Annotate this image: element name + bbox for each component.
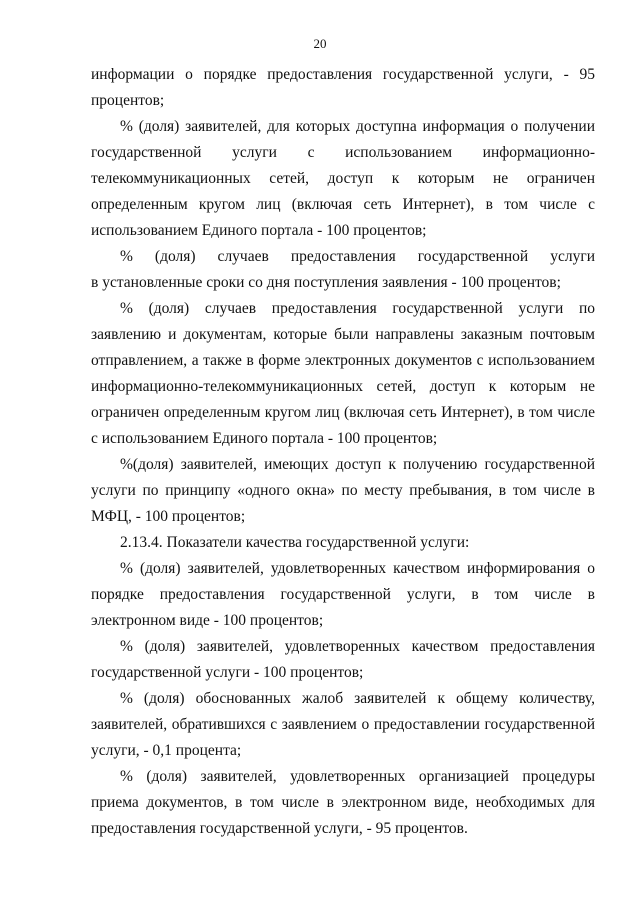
document-body bbox=[91, 62, 595, 842]
paragraph-applicants-info-access: % (доля) заявителей, для которых доступна информация о получении государственной услуги с использованием информационно-телекоммуникационных сетей, доступ к которым не ограничен определенным кругом лиц (включая сеть Интернет), в том числе с использованием Единого портала - 100 процентов; bbox=[91, 118, 595, 239]
paragraph-timely-service-end: в установленные сроки со дня поступления заявления - 100 процентов; bbox=[91, 274, 561, 291]
paragraph-document-reception: % (доля) заявителей, удовлетворенных организацией процедуры приема документов, в том числе в электронном виде, необходимых для предоставления государственной услуги, - 95 процентов. bbox=[91, 768, 595, 837]
paragraph-one-window-access: %(доля) заявителей, имеющих доступ к получению государственной услуги по принципу «одного окна» по месту пребывания, в том числе в МФЦ, - 100 процентов; bbox=[91, 456, 595, 525]
page-number: 20 bbox=[313, 36, 327, 51]
paragraph-mail-electronic-cases: % (доля) случаев предоставления государственной услуги по заявлению и документам, которые были направлены заказным почтовым отправлением, а также в форме электронных документов с использованием информационно-телекоммуникационных сетей, доступ к которым не ограничен определенным кругом лиц (включая сеть Интернет), в том числе с использованием Единого портала - 100 процентов; bbox=[91, 300, 595, 447]
paragraph-justified-complaints: % (доля) обоснованных жалоб заявителей к общему количеству, заявителей, обратившихся с заявлением о предоставлении государственной услуги, - 0,1 процента; bbox=[91, 690, 595, 759]
paragraph-availability-info-end: информации о порядке предоставления государственной услуги, - 95 процентов; bbox=[91, 66, 595, 109]
paragraph-service-quality: % (доля) заявителей, удовлетворенных качеством предоставления государственной услуги - 100 процентов; bbox=[91, 638, 595, 681]
paragraph-informing-quality: % (доля) заявителей, удовлетворенных качеством информирования о порядке предоставления государственной услуги, в том числе в электронном виде - 100 процентов; bbox=[91, 560, 595, 629]
section-heading-quality-indicators: 2.13.4. Показатели качества государственной услуги: bbox=[120, 534, 470, 551]
paragraph-timely-service-start: % (доля) случаев предоставления государственной услуги bbox=[120, 248, 595, 265]
